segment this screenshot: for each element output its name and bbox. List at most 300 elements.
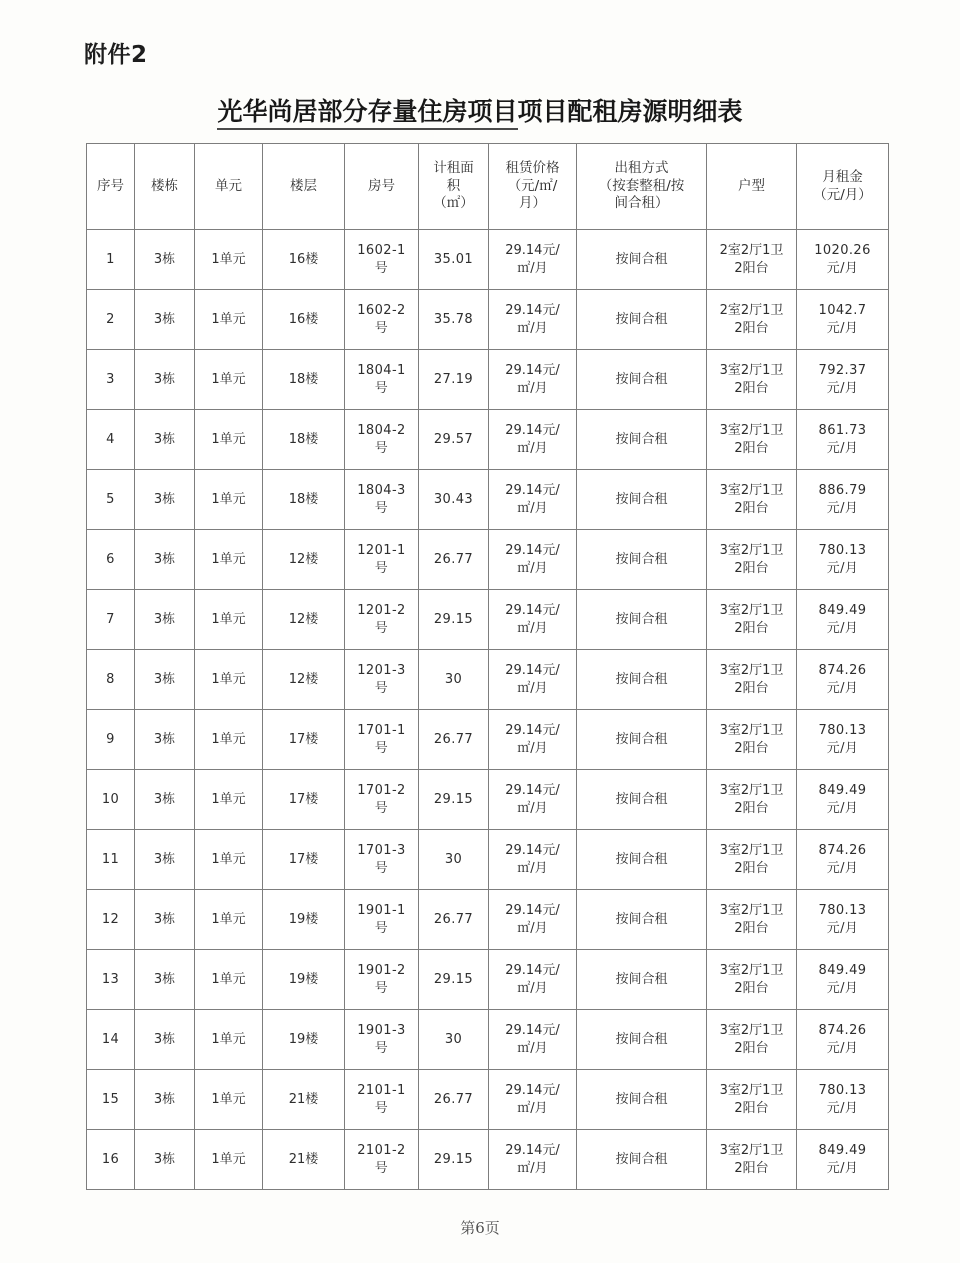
cell-index-line1: 7	[106, 611, 115, 627]
cell-room-number-line1: 1901-3	[357, 1022, 406, 1038]
cell-rental-price	[489, 470, 577, 530]
document-title-container	[0, 92, 960, 128]
cell-index-line1: 14	[101, 1031, 120, 1047]
cell-floor-line1: 21楼	[288, 1091, 319, 1107]
cell-index	[87, 1130, 135, 1190]
cell-rental-mode-line1: 按间合租	[615, 911, 668, 927]
cell-building-line1: 3栋	[153, 491, 176, 507]
cell-rentable-area	[419, 1010, 489, 1070]
cell-monthly-rent	[797, 770, 889, 830]
cell-unit	[195, 770, 263, 830]
cell-building	[135, 350, 195, 410]
cell-rental-mode-line1: 按间合租	[615, 431, 668, 447]
cell-floor	[263, 710, 345, 770]
cell-apartment-type-line1: 3室2厅1卫	[719, 1142, 784, 1158]
cell-rental-price-line1: 29.14元/	[505, 902, 560, 918]
column-header-index	[87, 144, 135, 230]
column-header-rental-price-line1: 租赁价格	[505, 159, 560, 176]
cell-apartment-type-line2: 2阳台	[734, 440, 769, 456]
cell-rental-mode	[577, 230, 707, 290]
cell-monthly-rent	[797, 1010, 889, 1070]
cell-rental-price-line2: ㎡/月	[517, 1100, 548, 1116]
cell-room-number-line2: 号	[374, 1100, 389, 1116]
cell-apartment-type-line2: 2阳台	[734, 560, 769, 576]
cell-building-line1: 3栋	[153, 551, 176, 567]
cell-rental-price-line2: ㎡/月	[517, 500, 548, 516]
cell-room-number-line1: 1201-1	[357, 542, 406, 558]
cell-rental-price-line1: 29.14元/	[505, 542, 560, 558]
cell-rentable-area	[419, 710, 489, 770]
cell-monthly-rent	[797, 650, 889, 710]
cell-apartment-type	[707, 1010, 797, 1070]
cell-rental-price	[489, 1010, 577, 1070]
cell-rentable-area	[419, 530, 489, 590]
cell-room-number	[345, 650, 419, 710]
cell-apartment-type-line1: 3室2厅1卫	[719, 842, 784, 858]
cell-index-line1: 13	[101, 971, 120, 987]
cell-monthly-rent	[797, 710, 889, 770]
cell-unit-line1: 1单元	[211, 491, 246, 507]
table-row	[87, 950, 889, 1010]
cell-apartment-type-line2: 2阳台	[734, 620, 769, 636]
cell-index-line1: 11	[101, 851, 120, 867]
cell-rental-mode-line1: 按间合租	[615, 971, 668, 987]
cell-room-number	[345, 590, 419, 650]
cell-room-number	[345, 350, 419, 410]
cell-unit-line1: 1单元	[211, 851, 246, 867]
cell-apartment-type	[707, 650, 797, 710]
cell-index-line1: 16	[101, 1151, 120, 1167]
cell-rental-price-line2: ㎡/月	[517, 740, 548, 756]
cell-room-number-line1: 1701-1	[357, 722, 406, 738]
cell-rentable-area	[419, 650, 489, 710]
cell-monthly-rent-line1: 874.26	[818, 842, 867, 858]
cell-rental-mode	[577, 1010, 707, 1070]
cell-monthly-rent-line1: 874.26	[818, 662, 867, 678]
cell-rentable-area	[419, 1070, 489, 1130]
cell-building-line1: 3栋	[153, 251, 176, 267]
cell-building-line1: 3栋	[153, 791, 176, 807]
cell-room-number-line1: 1901-2	[357, 962, 406, 978]
column-header-index-label: 序号	[97, 177, 124, 194]
cell-rental-price-line1: 29.14元/	[505, 422, 560, 438]
cell-room-number-line1: 1901-1	[357, 902, 406, 918]
cell-index	[87, 1070, 135, 1130]
cell-apartment-type-line1: 3室2厅1卫	[719, 1082, 784, 1098]
cell-apartment-type-line1: 3室2厅1卫	[719, 962, 784, 978]
table-row	[87, 1070, 889, 1130]
table-row	[87, 470, 889, 530]
cell-building-line1: 3栋	[153, 671, 176, 687]
cell-rental-mode-line1: 按间合租	[615, 851, 668, 867]
cell-rental-price-line2: ㎡/月	[517, 1160, 548, 1176]
cell-index-line1: 10	[101, 791, 120, 807]
cell-rental-mode	[577, 890, 707, 950]
cell-monthly-rent-line1: 1020.26	[814, 242, 871, 258]
cell-index-line1: 6	[106, 551, 115, 567]
cell-monthly-rent-line1: 849.49	[818, 1142, 867, 1158]
cell-building-line1: 3栋	[153, 971, 176, 987]
cell-unit	[195, 530, 263, 590]
column-header-rental-mode-line2: （按套整租/按	[598, 177, 685, 194]
cell-room-number-line2: 号	[374, 320, 389, 336]
cell-index-line1: 3	[106, 371, 115, 387]
cell-rental-mode	[577, 1070, 707, 1130]
cell-index	[87, 890, 135, 950]
cell-room-number-line1: 2101-1	[357, 1082, 406, 1098]
cell-index	[87, 770, 135, 830]
cell-apartment-type-line1: 3室2厅1卫	[719, 662, 784, 678]
cell-rental-mode-line1: 按间合租	[615, 731, 668, 747]
cell-unit-line1: 1单元	[211, 611, 246, 627]
cell-rental-mode	[577, 350, 707, 410]
cell-floor-line1: 16楼	[288, 311, 319, 327]
cell-monthly-rent-line1: 849.49	[818, 962, 867, 978]
cell-unit	[195, 290, 263, 350]
cell-unit	[195, 950, 263, 1010]
cell-rental-price-line2: ㎡/月	[517, 800, 548, 816]
cell-monthly-rent-line2: 元/月	[826, 740, 859, 756]
cell-floor-line1: 18楼	[288, 431, 319, 447]
cell-building	[135, 770, 195, 830]
cell-monthly-rent	[797, 350, 889, 410]
cell-rental-price-line1: 29.14元/	[505, 362, 560, 378]
cell-floor	[263, 410, 345, 470]
table-row	[87, 1010, 889, 1070]
table-body	[87, 230, 889, 1190]
cell-rental-price	[489, 530, 577, 590]
cell-rental-price	[489, 770, 577, 830]
cell-rental-price-line1: 29.14元/	[505, 1082, 560, 1098]
cell-monthly-rent-line1: 849.49	[818, 602, 867, 618]
cell-index	[87, 1010, 135, 1070]
column-header-building-label: 楼栋	[151, 177, 178, 194]
cell-rental-price	[489, 710, 577, 770]
cell-apartment-type-line2: 2阳台	[734, 920, 769, 936]
cell-index	[87, 710, 135, 770]
cell-rentable-area-line1: 35.78	[433, 311, 474, 327]
cell-unit-line1: 1单元	[211, 1151, 246, 1167]
table-row	[87, 650, 889, 710]
column-header-unit-label: 单元	[215, 177, 242, 194]
cell-unit	[195, 890, 263, 950]
cell-rental-price-line2: ㎡/月	[517, 620, 548, 636]
cell-building	[135, 1070, 195, 1130]
cell-floor-line1: 16楼	[288, 251, 319, 267]
cell-apartment-type-line1: 3室2厅1卫	[719, 542, 784, 558]
page-number-footer: 第6页	[460, 1219, 500, 1237]
cell-rental-price-line1: 29.14元/	[505, 662, 560, 678]
cell-rentable-area-line1: 26.77	[433, 551, 474, 567]
cell-apartment-type	[707, 770, 797, 830]
cell-room-number-line2: 号	[374, 680, 389, 696]
cell-rental-price	[489, 950, 577, 1010]
cell-monthly-rent-line2: 元/月	[826, 920, 859, 936]
cell-index-line1: 2	[106, 311, 115, 327]
cell-room-number-line2: 号	[374, 500, 389, 516]
cell-room-number	[345, 530, 419, 590]
cell-building-line1: 3栋	[153, 311, 176, 327]
cell-monthly-rent-line2: 元/月	[826, 380, 859, 396]
column-header-rentable-area-line1: 计租面	[433, 159, 474, 176]
cell-unit-line1: 1单元	[211, 1031, 246, 1047]
cell-rental-price	[489, 650, 577, 710]
cell-index	[87, 290, 135, 350]
cell-apartment-type-line2: 2阳台	[734, 680, 769, 696]
cell-apartment-type-line1: 3室2厅1卫	[719, 722, 784, 738]
cell-floor-line1: 12楼	[288, 611, 319, 627]
cell-unit	[195, 710, 263, 770]
cell-apartment-type	[707, 470, 797, 530]
table-row	[87, 350, 889, 410]
cell-unit-line1: 1单元	[211, 431, 246, 447]
cell-unit	[195, 650, 263, 710]
cell-building-line1: 3栋	[153, 431, 176, 447]
cell-rentable-area	[419, 290, 489, 350]
cell-monthly-rent	[797, 470, 889, 530]
cell-rental-price-line1: 29.14元/	[505, 482, 560, 498]
cell-room-number-line2: 号	[374, 380, 389, 396]
cell-floor-line1: 18楼	[288, 491, 319, 507]
cell-monthly-rent-line1: 780.13	[818, 902, 867, 918]
cell-apartment-type-line1: 3室2厅1卫	[719, 362, 784, 378]
cell-apartment-type	[707, 590, 797, 650]
cell-rentable-area	[419, 410, 489, 470]
cell-index	[87, 950, 135, 1010]
column-header-room-number-label: 房号	[368, 177, 395, 194]
cell-rental-price	[489, 1130, 577, 1190]
cell-room-number	[345, 410, 419, 470]
cell-rental-mode-line1: 按间合租	[615, 1091, 668, 1107]
cell-building	[135, 950, 195, 1010]
cell-apartment-type-line1: 3室2厅1卫	[719, 782, 784, 798]
cell-rental-mode-line1: 按间合租	[615, 671, 668, 687]
cell-apartment-type	[707, 290, 797, 350]
cell-unit-line1: 1单元	[211, 251, 246, 267]
cell-rental-price-line2: ㎡/月	[517, 980, 548, 996]
cell-room-number-line1: 1804-2	[357, 422, 406, 438]
cell-rental-mode-line1: 按间合租	[615, 1031, 668, 1047]
cell-unit-line1: 1单元	[211, 551, 246, 567]
cell-rental-price	[489, 830, 577, 890]
column-header-floor-label: 楼层	[290, 177, 317, 194]
cell-rentable-area-line1: 29.15	[433, 791, 474, 807]
cell-rentable-area-line1: 35.01	[433, 251, 474, 267]
cell-monthly-rent	[797, 410, 889, 470]
cell-rentable-area-line1: 30	[444, 1031, 463, 1047]
cell-unit-line1: 1单元	[211, 971, 246, 987]
cell-floor	[263, 470, 345, 530]
cell-monthly-rent-line2: 元/月	[826, 500, 859, 516]
cell-rentable-area	[419, 230, 489, 290]
column-header-room-number	[345, 144, 419, 230]
cell-apartment-type-line1: 3室2厅1卫	[719, 422, 784, 438]
cell-apartment-type-line1: 3室2厅1卫	[719, 1022, 784, 1038]
cell-rentable-area-line1: 29.15	[433, 611, 474, 627]
cell-rental-price-line1: 29.14元/	[505, 782, 560, 798]
cell-rental-price-line2: ㎡/月	[517, 320, 548, 336]
cell-monthly-rent-line1: 1042.7	[818, 302, 867, 318]
cell-apartment-type	[707, 350, 797, 410]
cell-index	[87, 650, 135, 710]
cell-building	[135, 590, 195, 650]
cell-room-number-line1: 1701-3	[357, 842, 406, 858]
cell-floor-line1: 17楼	[288, 791, 319, 807]
cell-rental-mode	[577, 650, 707, 710]
column-header-rental-mode	[577, 144, 707, 230]
cell-rental-price-line2: ㎡/月	[517, 260, 548, 276]
cell-building-line1: 3栋	[153, 851, 176, 867]
page-title-underlined-part: 光华尚居部分存量住房项目	[217, 97, 517, 130]
cell-floor-line1: 17楼	[288, 851, 319, 867]
cell-monthly-rent-line2: 元/月	[826, 1100, 859, 1116]
column-header-floor	[263, 144, 345, 230]
cell-apartment-type-line2: 2阳台	[734, 800, 769, 816]
cell-index	[87, 830, 135, 890]
cell-monthly-rent-line2: 元/月	[826, 260, 859, 276]
cell-rental-mode	[577, 530, 707, 590]
cell-room-number-line1: 1602-2	[357, 302, 406, 318]
cell-index-line1: 1	[106, 251, 115, 267]
cell-apartment-type	[707, 710, 797, 770]
cell-rental-price-line2: ㎡/月	[517, 920, 548, 936]
cell-rental-price-line1: 29.14元/	[505, 242, 560, 258]
cell-rental-price-line2: ㎡/月	[517, 860, 548, 876]
cell-floor-line1: 12楼	[288, 671, 319, 687]
cell-room-number	[345, 770, 419, 830]
cell-room-number-line2: 号	[374, 920, 389, 936]
cell-monthly-rent-line1: 861.73	[818, 422, 867, 438]
cell-apartment-type-line2: 2阳台	[734, 1160, 769, 1176]
cell-rentable-area-line1: 27.19	[433, 371, 474, 387]
cell-rentable-area-line1: 30.43	[433, 491, 474, 507]
table-row	[87, 590, 889, 650]
cell-apartment-type-line1: 2室2厅1卫	[719, 302, 784, 318]
cell-apartment-type-line1: 2室2厅1卫	[719, 242, 784, 258]
column-header-rental-price	[489, 144, 577, 230]
cell-unit-line1: 1单元	[211, 671, 246, 687]
page-title-plain-part: 项目配租房源明细表	[517, 97, 743, 126]
cell-rental-mode	[577, 470, 707, 530]
cell-rental-mode-line1: 按间合租	[615, 491, 668, 507]
cell-monthly-rent-line1: 792.37	[818, 362, 867, 378]
cell-room-number-line2: 号	[374, 800, 389, 816]
cell-unit-line1: 1单元	[211, 911, 246, 927]
cell-rental-price	[489, 410, 577, 470]
column-header-monthly-rent	[797, 144, 889, 230]
cell-floor-line1: 19楼	[288, 1031, 319, 1047]
cell-rental-price	[489, 350, 577, 410]
cell-room-number-line2: 号	[374, 740, 389, 756]
cell-building	[135, 1010, 195, 1070]
cell-index	[87, 410, 135, 470]
cell-apartment-type-line2: 2阳台	[734, 740, 769, 756]
cell-rentable-area	[419, 890, 489, 950]
cell-monthly-rent-line2: 元/月	[826, 440, 859, 456]
cell-rental-price-line2: ㎡/月	[517, 1040, 548, 1056]
cell-apartment-type	[707, 410, 797, 470]
cell-rental-mode	[577, 710, 707, 770]
cell-monthly-rent-line1: 849.49	[818, 782, 867, 798]
column-header-apartment-type-label: 户型	[738, 177, 765, 194]
cell-floor	[263, 890, 345, 950]
cell-building	[135, 830, 195, 890]
cell-floor	[263, 230, 345, 290]
table-row	[87, 710, 889, 770]
cell-rentable-area-line1: 26.77	[433, 1091, 474, 1107]
cell-rental-mode-line1: 按间合租	[615, 551, 668, 567]
cell-room-number-line2: 号	[374, 1160, 389, 1176]
cell-index-line1: 12	[101, 911, 120, 927]
cell-index	[87, 470, 135, 530]
cell-building	[135, 650, 195, 710]
cell-building-line1: 3栋	[153, 1151, 176, 1167]
cell-apartment-type-line2: 2阳台	[734, 260, 769, 276]
cell-room-number-line1: 2101-2	[357, 1142, 406, 1158]
cell-rentable-area	[419, 830, 489, 890]
cell-building	[135, 230, 195, 290]
cell-monthly-rent	[797, 590, 889, 650]
column-header-apartment-type	[707, 144, 797, 230]
cell-rental-mode-line1: 按间合租	[615, 1151, 668, 1167]
cell-room-number-line2: 号	[374, 260, 389, 276]
cell-rental-mode-line1: 按间合租	[615, 611, 668, 627]
column-header-rentable-area-line2: 积	[446, 177, 461, 194]
cell-unit-line1: 1单元	[211, 371, 246, 387]
housing-allocation-table	[86, 143, 889, 1190]
cell-building-line1: 3栋	[153, 1031, 176, 1047]
cell-rentable-area	[419, 350, 489, 410]
cell-room-number-line2: 号	[374, 440, 389, 456]
cell-rental-price-line1: 29.14元/	[505, 1022, 560, 1038]
column-header-rentable-area	[419, 144, 489, 230]
cell-rentable-area-line1: 30	[444, 851, 463, 867]
cell-rentable-area-line1: 26.77	[433, 911, 474, 927]
cell-rentable-area-line1: 26.77	[433, 731, 474, 747]
cell-building-line1: 3栋	[153, 731, 176, 747]
cell-monthly-rent	[797, 1070, 889, 1130]
cell-apartment-type	[707, 950, 797, 1010]
column-header-rentable-area-line3: （㎡）	[433, 195, 474, 212]
cell-index-line1: 9	[106, 731, 115, 747]
cell-rental-price-line2: ㎡/月	[517, 380, 548, 396]
cell-monthly-rent-line2: 元/月	[826, 980, 859, 996]
cell-unit-line1: 1单元	[211, 311, 246, 327]
cell-index-line1: 8	[106, 671, 115, 687]
cell-rental-price	[489, 890, 577, 950]
cell-apartment-type-line2: 2阳台	[734, 860, 769, 876]
cell-rental-mode	[577, 590, 707, 650]
table-row	[87, 770, 889, 830]
cell-floor-line1: 18楼	[288, 371, 319, 387]
cell-monthly-rent-line2: 元/月	[826, 680, 859, 696]
cell-rental-price-line2: ㎡/月	[517, 560, 548, 576]
cell-room-number	[345, 1010, 419, 1070]
cell-monthly-rent-line2: 元/月	[826, 1040, 859, 1056]
cell-floor	[263, 350, 345, 410]
cell-unit	[195, 230, 263, 290]
cell-floor	[263, 830, 345, 890]
cell-room-number-line1: 1201-3	[357, 662, 406, 678]
cell-monthly-rent-line1: 874.26	[818, 1022, 867, 1038]
cell-floor	[263, 1010, 345, 1070]
cell-rentable-area	[419, 950, 489, 1010]
cell-apartment-type-line2: 2阳台	[734, 380, 769, 396]
cell-unit	[195, 590, 263, 650]
table-row	[87, 830, 889, 890]
cell-floor-line1: 21楼	[288, 1151, 319, 1167]
cell-rental-mode-line1: 按间合租	[615, 311, 668, 327]
